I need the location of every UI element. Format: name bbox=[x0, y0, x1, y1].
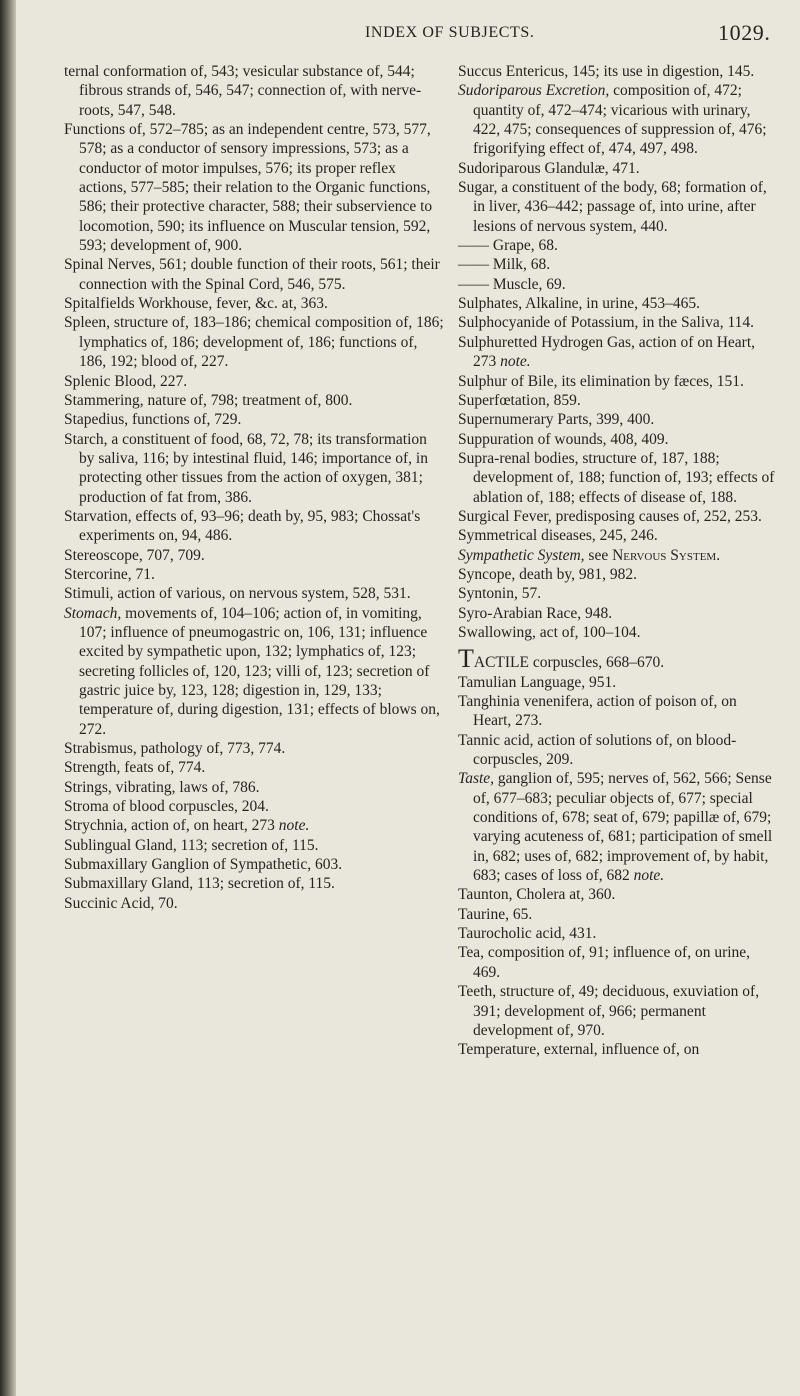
entry-heading: Stomach, bbox=[64, 604, 122, 622]
cross-reference: Nervous System. bbox=[612, 546, 721, 564]
entry-text: Tamulian Language, 951. bbox=[458, 673, 617, 691]
index-entry bbox=[458, 430, 776, 449]
index-entry bbox=[64, 372, 444, 391]
entry-text: —— Grape, 68. bbox=[458, 237, 558, 255]
entry-text: Taurocholic acid, 431. bbox=[458, 925, 597, 943]
entry-text: Taunton, Cholera at, 360. bbox=[458, 886, 616, 904]
entry-text: Strabismus, pathology of, 773, 774. bbox=[64, 740, 286, 758]
entry-text: Stercorine, 71. bbox=[64, 565, 155, 583]
entry-text: ACTILE corpuscles, 668–670. bbox=[473, 654, 665, 672]
index-entry bbox=[64, 584, 444, 603]
entry-text: Suppuration of wounds, 408, 409. bbox=[458, 430, 669, 448]
index-entry bbox=[458, 275, 776, 294]
entry-text: Strength, feats of, 774. bbox=[64, 759, 206, 777]
index-entry bbox=[64, 604, 444, 739]
entry-text: Starch, a constituent of food, 68, 72, 78; its transformation by saliva, 116; by intestinal fluid, 146; importance of, in protecting other tissues from the action of oxygen, 381; production of fat from, 386. bbox=[64, 430, 428, 506]
page-number: 1029. bbox=[718, 20, 771, 45]
index-entry bbox=[458, 546, 776, 565]
entry-text: Taurine, 65. bbox=[458, 905, 533, 923]
index-entry bbox=[64, 313, 444, 371]
right-index-column bbox=[458, 62, 776, 1060]
entry-text: ganglion of, 595; nerves of, 562, 566; Sense of, 677–683; peculiar objects of, 677; special conditions of, 678; seat of, 679; papillæ of, 679; varying acuteness of, 681; participation of smell in, 682; uses of, 682; improvement of, by habit, 683; cases of loss of, 682 bbox=[473, 770, 773, 885]
entry-text: Syncope, death by, 981, 982. bbox=[458, 565, 637, 583]
entry-text: movements of, 104–106; action of, in vomiting, 107; influence of pneumogastric on, 106, 131; influence excited by sympathetic upon, 132; lymphatics of, 123; secreting follicles of, 120, 123; villi of, 123; secretion of gastric juice by, 123, 128; digestion in, 129, 133; temperature of, during digestion, 131; effects of blows on, 272. bbox=[79, 604, 440, 738]
entry-text: composition of, 472; quantity of, 472–474; vicarious with urinary, 422, 475; consequences of suppression of, 476; frigorifying effect of, 474, 497, 498. bbox=[473, 82, 767, 158]
index-entry bbox=[458, 507, 776, 526]
book-binding-edge bbox=[0, 0, 16, 1396]
entry-text: Swallowing, act of, 100–104. bbox=[458, 623, 641, 641]
entry-text: Sulphur of Bile, its elimination by fæces, 151. bbox=[458, 372, 744, 390]
index-entry bbox=[458, 372, 776, 391]
entry-text: Supra-renal bodies, structure of, 187, 188; development of, 188; function of, 193; effects of ablation of, 188; effects of disease of, 188. bbox=[458, 449, 775, 506]
index-entry bbox=[64, 507, 444, 546]
entry-note: note. bbox=[278, 817, 310, 835]
index-entry bbox=[458, 644, 776, 674]
index-entry bbox=[458, 410, 776, 429]
entry-note: note. bbox=[633, 867, 665, 885]
drop-cap-letter: T bbox=[458, 644, 474, 674]
entry-text: Stroma of blood corpuscles, 204. bbox=[64, 798, 269, 816]
header-title: INDEX OF SUBJECTS. bbox=[365, 24, 535, 41]
entry-text: Syro-Arabian Race, 948. bbox=[458, 604, 613, 622]
index-entry bbox=[458, 584, 776, 603]
index-entry bbox=[458, 159, 776, 178]
entry-text: Submaxillary Gland, 113; secretion of, 115. bbox=[64, 875, 335, 893]
index-entry bbox=[458, 62, 776, 81]
index-entry bbox=[458, 731, 776, 770]
entry-text: Sugar, a constituent of the body, 68; formation of, in liver, 436–442; passage of, into urine, after lesions of nervous system, 440. bbox=[458, 179, 767, 235]
index-entry bbox=[458, 1040, 776, 1059]
index-entry bbox=[64, 565, 444, 584]
index-entry bbox=[458, 255, 776, 274]
index-entry bbox=[64, 391, 444, 410]
index-entry bbox=[64, 62, 444, 120]
entry-text: —— Milk, 68. bbox=[458, 256, 551, 274]
index-entry bbox=[458, 178, 776, 236]
index-entry bbox=[64, 739, 444, 758]
index-entry bbox=[458, 943, 776, 982]
index-entry bbox=[458, 769, 776, 885]
index-entry bbox=[64, 874, 444, 893]
entry-text: Strings, vibrating, laws of, 786. bbox=[64, 778, 260, 796]
entry-text: Spinal Nerves, 561; double function of their roots, 561; their connection with the Spinal Cord, 546, 575. bbox=[64, 256, 440, 293]
index-entry bbox=[458, 391, 776, 410]
index-entry bbox=[458, 924, 776, 943]
entry-text: Tannic acid, action of solutions of, on blood-corpuscles, 209. bbox=[458, 731, 737, 769]
entry-text: see bbox=[584, 546, 613, 564]
entry-text: Stereoscope, 707, 709. bbox=[64, 546, 205, 564]
entry-text: —— Muscle, 69. bbox=[458, 275, 566, 293]
entry-text: Functions of, 572–785; as an independent centre, 573, 577, 578; as a conductor of sensory impressions, 573; as a conductor of motor impulses, 576; its proper reflex actions, 577–585; their relation to the Organic functions, 586; their protective character, 588; their subservience to locomotion, 590; its influence on Muscular tension, 592, 593; development of, 900. bbox=[64, 121, 433, 255]
index-entry bbox=[64, 294, 444, 313]
index-entry bbox=[64, 120, 444, 255]
entry-text: Spleen, structure of, 183–186; chemical composition of, 186; lymphatics of, 186; development of, 186; functions of, 186, 192; blood of, 227. bbox=[64, 314, 444, 371]
entry-text: Sudoriparous Glandulæ, 471. bbox=[458, 159, 640, 177]
entry-note: note. bbox=[500, 353, 531, 371]
entry-text: Tea, composition of, 91; influence of, on urine, 469. bbox=[458, 944, 751, 981]
entry-text: Sulphocyanide of Potassium, in the Saliva, 114. bbox=[458, 314, 755, 332]
index-entry bbox=[64, 816, 444, 835]
index-entry bbox=[64, 255, 444, 294]
index-entry bbox=[458, 905, 776, 924]
index-entry bbox=[64, 546, 444, 565]
entry-text: Strychnia, action of, on heart, 273 bbox=[64, 817, 279, 835]
index-entry bbox=[64, 758, 444, 777]
index-entry bbox=[64, 430, 444, 507]
entry-text: Succus Entericus, 145; its use in digestion, 145. bbox=[458, 63, 755, 80]
index-entry bbox=[458, 333, 776, 372]
index-entry bbox=[458, 885, 776, 904]
entry-heading: Sympathetic System, bbox=[458, 546, 585, 564]
index-entry bbox=[458, 313, 776, 332]
index-entry bbox=[458, 294, 776, 313]
entry-text: Succinic Acid, 70. bbox=[64, 894, 178, 912]
index-entry bbox=[458, 565, 776, 584]
index-entry bbox=[458, 692, 776, 731]
entry-text: Surgical Fever, predisposing causes of, 252, 253. bbox=[458, 507, 762, 525]
index-entry bbox=[458, 449, 776, 507]
entry-text: ternal conformation of, 543; vesicular substance of, 544; fibrous strands of, 546, 547; connection of, with nerve-roots, 547, 548. bbox=[64, 63, 422, 119]
entry-text: Stimuli, action of various, on nervous system, 528, 531. bbox=[64, 585, 411, 603]
index-entry bbox=[64, 855, 444, 874]
index-entry bbox=[458, 604, 776, 623]
entry-text: Supernumerary Parts, 399, 400. bbox=[458, 411, 655, 429]
entry-text: Sulphates, Alkaline, in urine, 453–465. bbox=[458, 295, 700, 313]
index-entry bbox=[458, 982, 776, 1040]
index-entry bbox=[64, 894, 444, 913]
index-entry bbox=[64, 410, 444, 429]
entry-text: Superfœtation, 859. bbox=[458, 391, 581, 409]
index-entry bbox=[458, 673, 776, 692]
index-entry bbox=[458, 81, 776, 158]
entry-text: Stammering, nature of, 798; treatment of, 800. bbox=[64, 391, 353, 409]
entry-text: Tanghinia venenifera, action of poison of, on Heart, 273. bbox=[458, 693, 737, 730]
entry-heading: Taste, bbox=[458, 770, 495, 788]
entry-heading: Sudoriparous Excretion, bbox=[458, 82, 610, 100]
entry-text: Symmetrical diseases, 245, 246. bbox=[458, 527, 658, 545]
entry-text: Spitalfields Workhouse, fever, &c. at, 363. bbox=[64, 295, 328, 313]
index-entry bbox=[458, 623, 776, 642]
entry-text: Stapedius, functions of, 729. bbox=[64, 411, 242, 429]
entry-text: Submaxillary Ganglion of Sympathetic, 603. bbox=[64, 856, 343, 874]
entry-text: Temperature, external, influence of, on bbox=[458, 1041, 700, 1059]
left-index-column bbox=[64, 62, 444, 913]
entry-text: Syntonin, 57. bbox=[458, 585, 542, 603]
index-entry bbox=[458, 526, 776, 545]
index-entry bbox=[64, 836, 444, 855]
index-entry bbox=[64, 797, 444, 816]
entry-text: Splenic Blood, 227. bbox=[64, 372, 188, 390]
entry-text: Sublingual Gland, 113; secretion of, 115. bbox=[64, 836, 319, 854]
entry-text: Teeth, structure of, 49; deciduous, exuviation of, 391; development of, 966; permanent development of, 970. bbox=[458, 983, 760, 1039]
index-entry bbox=[64, 778, 444, 797]
entry-text: Starvation, effects of, 93–96; death by, 95, 983; Chossat's experiments on, 94, 486. bbox=[64, 507, 421, 545]
index-entry bbox=[458, 236, 776, 255]
entry-text: Sulphuretted Hydrogen Gas, action of on Heart, 273 bbox=[458, 333, 756, 371]
